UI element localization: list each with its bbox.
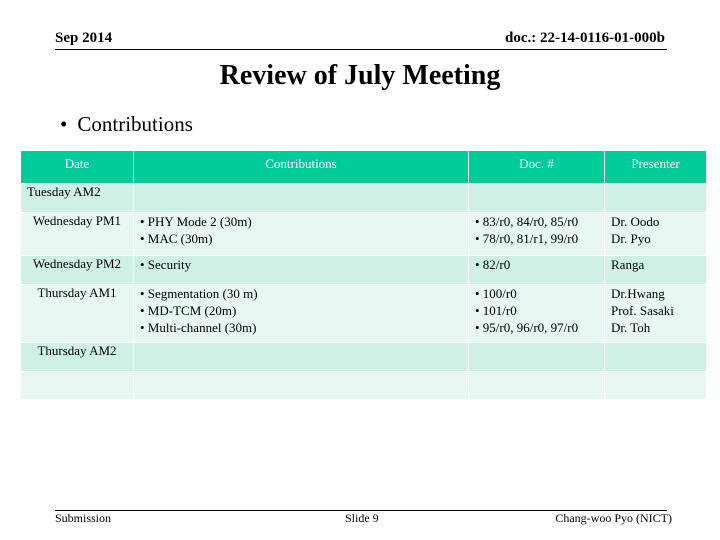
row-date	[21, 372, 134, 400]
row-date: Tuesday AM2	[21, 184, 134, 213]
row-contributions	[134, 213, 469, 256]
bullet-text: Contributions	[77, 112, 193, 136]
row-presenters	[605, 343, 707, 372]
presenter-name: Dr. Pyo	[611, 231, 651, 246]
row-date: Wednesday PM2	[21, 256, 134, 285]
row-presenters	[605, 256, 707, 285]
row-date: Wednesday PM1	[21, 213, 134, 256]
contribution-item: • Segmentation (30 m)	[140, 286, 258, 301]
col-header-doc: Doc. #	[469, 151, 605, 184]
doc-item: • 83/r0, 84/r0, 85/r0	[475, 214, 579, 229]
contributions-table	[20, 150, 707, 400]
table-row	[21, 256, 707, 285]
row-presenters	[605, 213, 707, 256]
footer-slide-number: Slide 9	[345, 511, 379, 525]
row-contributions	[134, 256, 469, 285]
presenter-name: Prof. Sasaki	[611, 303, 674, 318]
doc-item: • 82/r0	[475, 257, 511, 272]
row-docs	[469, 285, 605, 343]
header-doc-number: doc.: 22-14-0116-01-000b	[505, 30, 665, 46]
bullet-dot: •	[60, 112, 68, 136]
contribution-item: • Security	[140, 257, 192, 272]
presenter-name: Ranga	[611, 257, 645, 272]
doc-item: • 100/r0	[475, 286, 517, 301]
row-date: Thursday AM1	[21, 285, 134, 343]
bullet-contributions	[60, 112, 193, 137]
row-contributions	[134, 372, 469, 400]
table-row	[21, 184, 707, 213]
row-contributions	[134, 285, 469, 343]
row-docs	[469, 343, 605, 372]
contribution-item: • PHY Mode 2 (30m)	[140, 214, 252, 229]
row-date: Thursday AM2	[21, 343, 134, 372]
header-date: Sep 2014	[55, 30, 113, 46]
col-header-date: Date	[21, 151, 134, 184]
presenter-name: Dr. Toh	[611, 320, 651, 335]
row-contributions	[134, 184, 469, 213]
header-divider	[55, 49, 667, 50]
table-header-row	[21, 151, 707, 184]
footer-author: Chang-woo Pyo (NICT)	[555, 511, 672, 525]
table-row	[21, 343, 707, 372]
row-presenters	[605, 372, 707, 400]
doc-item: • 78/r0, 81/r1, 99/r0	[475, 231, 579, 246]
col-header-contributions: Contributions	[134, 151, 469, 184]
col-header-presenter: Presenter	[605, 151, 707, 184]
table-row	[21, 372, 707, 400]
slide-title: Review of July Meeting	[219, 60, 501, 91]
row-docs	[469, 213, 605, 256]
footer-submission: Submission	[55, 511, 112, 525]
contribution-item: • MAC (30m)	[140, 231, 213, 246]
row-presenters	[605, 285, 707, 343]
presenter-name: Dr.Hwang	[611, 286, 665, 301]
row-contributions	[134, 343, 469, 372]
contribution-item: • MD-TCM (20m)	[140, 303, 237, 318]
row-docs	[469, 256, 605, 285]
doc-item: • 101/r0	[475, 303, 517, 318]
row-docs	[469, 184, 605, 213]
contribution-item: • Multi-channel (30m)	[140, 320, 257, 335]
table-row	[21, 285, 707, 343]
doc-item: • 95/r0, 96/r0, 97/r0	[475, 320, 579, 335]
presenter-name: Dr. Oodo	[611, 214, 660, 229]
row-presenters	[605, 184, 707, 213]
row-docs	[469, 372, 605, 400]
table-row	[21, 213, 707, 256]
